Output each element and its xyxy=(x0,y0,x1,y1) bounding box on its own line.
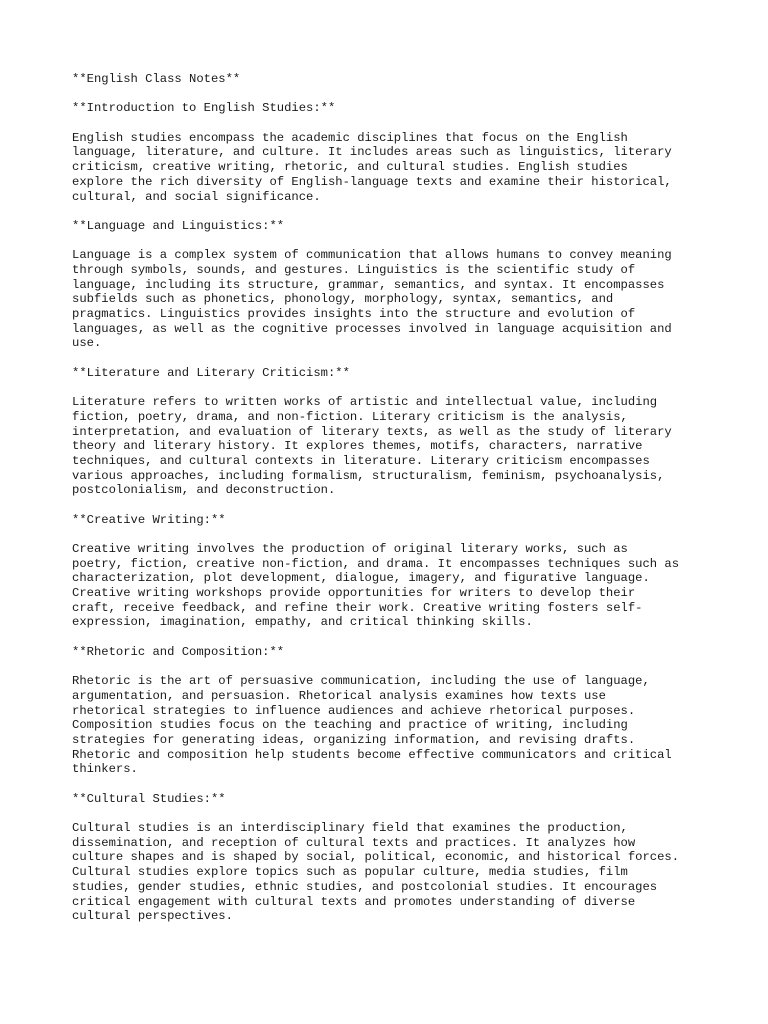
paragraph-gap xyxy=(72,806,712,821)
text-line: Language is a complex system of communication that allows humans to convey meaning xyxy=(72,248,672,263)
text-line: language, literature, and culture. It includes areas such as linguistics, literary xyxy=(72,145,672,160)
section-heading xyxy=(72,101,712,116)
text-line: cultural, and social significance. xyxy=(72,189,321,204)
text-line: **Literature and Literary Criticism:** xyxy=(72,365,350,380)
text-line: **Language and Linguistics:** xyxy=(72,218,285,233)
section-heading xyxy=(72,645,712,660)
text-line: techniques, and cultural contexts in literature. Literary criticism encompasses xyxy=(72,453,650,468)
text-line: strategies for generating ideas, organizing information, and revising drafts. xyxy=(72,732,636,747)
paragraph-gap xyxy=(72,660,712,675)
text-line: **English Class Notes** xyxy=(72,72,241,86)
text-line: explore the rich diversity of English-language texts and examine their historical, xyxy=(72,174,672,189)
text-line: fiction, poetry, drama, and non-fiction. Literary criticism is the analysis, xyxy=(72,409,628,424)
paragraph xyxy=(72,542,712,630)
paragraph xyxy=(72,131,712,204)
text-line: subfields such as phonetics, phonology, morphology, syntax, semantics, and xyxy=(72,292,614,307)
text-line: use. xyxy=(72,336,102,351)
text-line: cultural perspectives. xyxy=(72,909,233,924)
text-line: poetry, fiction, creative non-fiction, and drama. It encompasses techniques such as xyxy=(72,556,680,571)
paragraph xyxy=(72,821,712,924)
text-line: craft, receive feedback, and refine their work. Creative writing fosters self- xyxy=(72,600,643,615)
text-line: characterization, plot development, dialogue, imagery, and figurative language. xyxy=(72,571,650,586)
paragraph xyxy=(72,674,712,777)
text-line: Rhetoric and composition help students become effective communicators and critical xyxy=(72,747,672,762)
text-line: interpretation, and evaluation of literary texts, as well as the study of literary xyxy=(72,424,672,439)
text-line: critical engagement with cultural texts and promotes understanding of diverse xyxy=(72,894,636,909)
text-line: **Cultural Studies:** xyxy=(72,791,226,806)
text-line: Cultural studies explore topics such as popular culture, media studies, film xyxy=(72,865,628,880)
text-line: studies, gender studies, ethnic studies, and postcolonial studies. It encourages xyxy=(72,879,658,894)
text-line: through symbols, sounds, and gestures. Linguistics is the scientific study of xyxy=(72,262,636,277)
paragraph-gap xyxy=(72,87,712,102)
text-line: language, including its structure, grammar, semantics, and syntax. It encompasses xyxy=(72,277,665,292)
text-line: Literature refers to written works of artistic and intellectual value, including xyxy=(72,395,658,410)
text-line: Creative writing workshops provide opportunities for writers to develop their xyxy=(72,586,636,601)
paragraph-gap xyxy=(72,777,712,792)
paragraph-gap xyxy=(72,498,712,513)
document-body xyxy=(72,72,712,924)
text-line: various approaches, including formalism, structuralism, feminism, psychoanalysis, xyxy=(72,468,665,483)
text-line: Rhetoric is the art of persuasive communication, including the use of language, xyxy=(72,674,650,689)
paragraph-gap xyxy=(72,380,712,395)
paragraph-gap xyxy=(72,116,712,131)
text-line: English studies encompass the academic disciplines that focus on the English xyxy=(72,130,628,145)
paragraph-gap xyxy=(72,527,712,542)
text-line: Cultural studies is an interdisciplinary field that examines the production, xyxy=(72,821,628,836)
paragraph xyxy=(72,395,712,498)
paragraph-gap xyxy=(72,234,712,249)
paragraph-gap xyxy=(72,351,712,366)
text-line: thinkers. xyxy=(72,762,138,777)
paragraph xyxy=(72,248,712,351)
text-line: languages, as well as the cognitive processes involved in language acquisition and xyxy=(72,321,672,336)
text-line: Composition studies focus on the teaching and practice of writing, including xyxy=(72,718,628,733)
section-heading xyxy=(72,219,712,234)
text-line: **Introduction to English Studies:** xyxy=(72,101,336,116)
text-line: rhetorical strategies to influence audiences and achieve rhetorical purposes. xyxy=(72,703,636,718)
text-line: criticism, creative writing, rhetoric, and cultural studies. English studies xyxy=(72,160,628,175)
section-heading xyxy=(72,366,712,381)
section-heading xyxy=(72,513,712,528)
text-line: postcolonialism, and deconstruction. xyxy=(72,483,336,498)
text-line: dissemination, and reception of cultural texts and practices. It analyzes how xyxy=(72,835,636,850)
text-line: culture shapes and is shaped by social, political, economic, and historical forces. xyxy=(72,850,680,865)
text-line: argumentation, and persuasion. Rhetorical analysis examines how texts use xyxy=(72,688,606,703)
text-line: Creative writing involves the production of original literary works, such as xyxy=(72,542,628,556)
paragraph-gap xyxy=(72,204,712,219)
section-heading xyxy=(72,792,712,807)
text-line: expression, imagination, empathy, and critical thinking skills. xyxy=(72,615,533,630)
section-heading xyxy=(72,72,712,87)
text-line: theory and literary history. It explores themes, motifs, characters, narrative xyxy=(72,439,643,454)
text-line: pragmatics. Linguistics provides insights into the structure and evolution of xyxy=(72,307,636,321)
text-line: **Creative Writing:** xyxy=(72,512,226,527)
text-line: **Rhetoric and Composition:** xyxy=(72,644,285,659)
paragraph-gap xyxy=(72,630,712,645)
